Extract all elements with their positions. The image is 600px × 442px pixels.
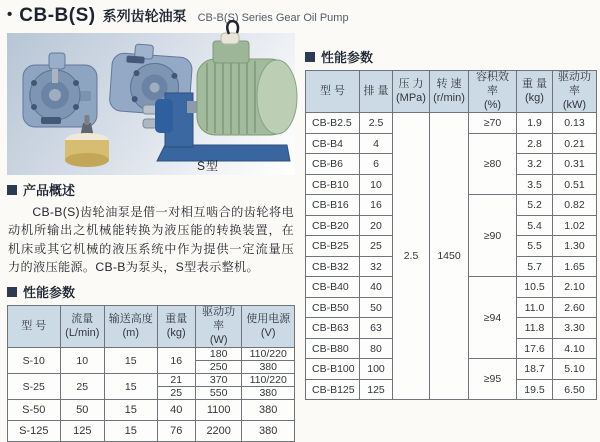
power-cell: 0.51 (553, 174, 597, 195)
model-cell: S-125 (8, 421, 61, 442)
gear-pump-illustration (7, 33, 295, 175)
column-header: 重 量 (kg) (517, 71, 553, 113)
flow-cell: 125 (60, 421, 104, 442)
section-marker-icon (7, 185, 17, 195)
overview-paragraph: CB-B(S)齿轮油泵是借一对相互啮合的齿轮将电动机所输出之机械能转换为液压能的转换装置，在机床或其它机械的液压系统中作为提供一定流量压力的液压能源。CB-B为泵头，S型表示整机。 (8, 205, 294, 274)
model-cell: CB-B32 (306, 256, 360, 277)
value-cell: 21 (157, 374, 195, 387)
section-heading-label: 性能参数 (23, 285, 76, 301)
column-header: 排 量 (360, 71, 393, 113)
section-overview-heading (7, 180, 295, 199)
column-header: 驱动功率 (kW) (553, 71, 597, 113)
page-title (7, 5, 593, 31)
value-cell: 76 (157, 421, 195, 442)
weight-cell: 5.5 (517, 236, 553, 257)
displacement-cell: 6 (360, 154, 393, 175)
table-row (8, 421, 295, 442)
column-header: 型 号 (306, 71, 360, 113)
column-header: 输送高度 (m) (105, 306, 158, 348)
model-cell: S-25 (8, 374, 61, 400)
efficiency-cell: ≥70 (469, 113, 517, 134)
weight-cell: 11.0 (517, 297, 553, 318)
displacement-cell: 125 (360, 379, 393, 400)
weight-cell: 1.9 (517, 113, 553, 134)
value-cell: 16 (157, 348, 195, 374)
model-cell: CB-B2.5 (306, 113, 360, 134)
efficiency-cell: ≥80 (469, 133, 517, 195)
right-column (305, 33, 597, 442)
displacement-cell: 63 (360, 318, 393, 339)
left-column (7, 33, 295, 442)
weight-cell: 19.5 (517, 379, 553, 400)
value-cell: 2200 (195, 421, 241, 442)
power-cell: 1.65 (553, 256, 597, 277)
head-cell: 15 (105, 421, 158, 442)
weight-cell: 5.7 (517, 256, 553, 277)
head-cell: 15 (105, 348, 158, 374)
table-row (8, 374, 295, 387)
flow-cell: 50 (60, 400, 104, 421)
flow-cell: 10 (60, 348, 104, 374)
head-cell: 15 (105, 374, 158, 400)
model-cell: CB-B20 (306, 215, 360, 236)
weight-cell: 10.5 (517, 277, 553, 298)
column-header: 容积效率 (%) (469, 71, 517, 113)
value-cell: 25 (157, 387, 195, 400)
section-marker-icon (7, 287, 17, 297)
column-header: 转 速 (r/min) (430, 71, 469, 113)
weight-cell: 18.7 (517, 359, 553, 380)
section-heading-label: 产品概述 (23, 183, 76, 198)
displacement-cell: 50 (360, 297, 393, 318)
weight-cell: 5.4 (517, 215, 553, 236)
model-cell: S-10 (8, 348, 61, 374)
power-cell: 0.82 (553, 195, 597, 216)
photo-caption: S型 (197, 159, 220, 173)
value-cell: 380 (242, 361, 295, 374)
column-header: 驱动功率 (W) (195, 306, 241, 348)
displacement-cell: 25 (360, 236, 393, 257)
displacement-cell: 20 (360, 215, 393, 236)
column-header: 压 力 (MPa) (393, 71, 430, 113)
model-cell: CB-B63 (306, 318, 360, 339)
model-cell: CB-B10 (306, 174, 360, 195)
pressure-cell: 2.5 (393, 113, 430, 400)
s-table-header-row (8, 306, 295, 348)
displacement-cell: 100 (360, 359, 393, 380)
model-cell: CB-B4 (306, 133, 360, 154)
flow-cell: 25 (60, 374, 104, 400)
section-cb-performance-heading (305, 47, 597, 66)
power-cell: 1.30 (553, 236, 597, 257)
speed-cell: 1450 (430, 113, 469, 400)
power-cell: 0.21 (553, 133, 597, 154)
column-header: 型 号 (8, 306, 61, 348)
model-cell: S-50 (8, 400, 61, 421)
cb-table-header-row (306, 71, 597, 113)
model-cell: CB-B6 (306, 154, 360, 175)
value-cell: 40 (157, 400, 195, 421)
displacement-cell: 16 (360, 195, 393, 216)
weight-cell: 3.5 (517, 174, 553, 195)
bullet-icon: • (7, 6, 13, 23)
section-marker-icon (305, 52, 315, 62)
value-cell: 380 (242, 387, 295, 400)
displacement-cell: 80 (360, 338, 393, 359)
value-cell: 380 (242, 421, 295, 442)
column-header: 重量 (kg) (157, 306, 195, 348)
displacement-cell: 10 (360, 174, 393, 195)
weight-cell: 11.8 (517, 318, 553, 339)
efficiency-cell: ≥90 (469, 195, 517, 277)
value-cell: 370 (195, 374, 241, 387)
value-cell: 550 (195, 387, 241, 400)
table-row (8, 348, 295, 361)
value-cell: 110/220 (242, 348, 295, 361)
efficiency-cell: ≥94 (469, 277, 517, 359)
model-cell: CB-B100 (306, 359, 360, 380)
column-header: 使用电源 (V) (242, 306, 295, 348)
model-cell: CB-B40 (306, 277, 360, 298)
weight-cell: 3.2 (517, 154, 553, 175)
cb-series-performance-table (305, 70, 597, 400)
title-model-code: CB-B(S) (19, 5, 96, 26)
power-cell: 4.10 (553, 338, 597, 359)
title-series-zh: 系列齿轮油泵 (102, 8, 187, 24)
weight-cell: 17.6 (517, 338, 553, 359)
value-cell: 1100 (195, 400, 241, 421)
model-cell: CB-B80 (306, 338, 360, 359)
model-cell: CB-B16 (306, 195, 360, 216)
s-table-body (8, 348, 295, 442)
power-cell: 3.30 (553, 318, 597, 339)
head-cell: 15 (105, 400, 158, 421)
column-header: 流量 (L/min) (60, 306, 104, 348)
power-cell: 0.31 (553, 154, 597, 175)
section-heading-label: 性能参数 (321, 50, 374, 65)
value-cell: 180 (195, 348, 241, 361)
power-cell: 5.10 (553, 359, 597, 380)
power-cell: 2.60 (553, 297, 597, 318)
table-row (8, 400, 295, 421)
efficiency-cell: ≥95 (469, 359, 517, 400)
power-cell: 2.10 (553, 277, 597, 298)
value-cell: 110/220 (242, 374, 295, 387)
power-cell: 6.50 (553, 379, 597, 400)
model-cell: CB-B25 (306, 236, 360, 257)
model-cell: CB-B125 (306, 379, 360, 400)
cb-table-body (306, 113, 597, 400)
displacement-cell: 4 (360, 133, 393, 154)
displacement-cell: 2.5 (360, 113, 393, 134)
model-cell: CB-B50 (306, 297, 360, 318)
weight-cell: 2.8 (517, 133, 553, 154)
section-s-performance-heading (7, 282, 295, 301)
weight-cell: 5.2 (517, 195, 553, 216)
title-english: CB-B(S) Series Gear Oil Pump (197, 12, 349, 24)
product-photo (7, 33, 295, 175)
power-cell: 1.02 (553, 215, 597, 236)
value-cell: 250 (195, 361, 241, 374)
power-cell: 0.13 (553, 113, 597, 134)
s-series-performance-table (7, 305, 295, 442)
displacement-cell: 40 (360, 277, 393, 298)
displacement-cell: 32 (360, 256, 393, 277)
value-cell: 380 (242, 400, 295, 421)
table-row (306, 113, 597, 134)
